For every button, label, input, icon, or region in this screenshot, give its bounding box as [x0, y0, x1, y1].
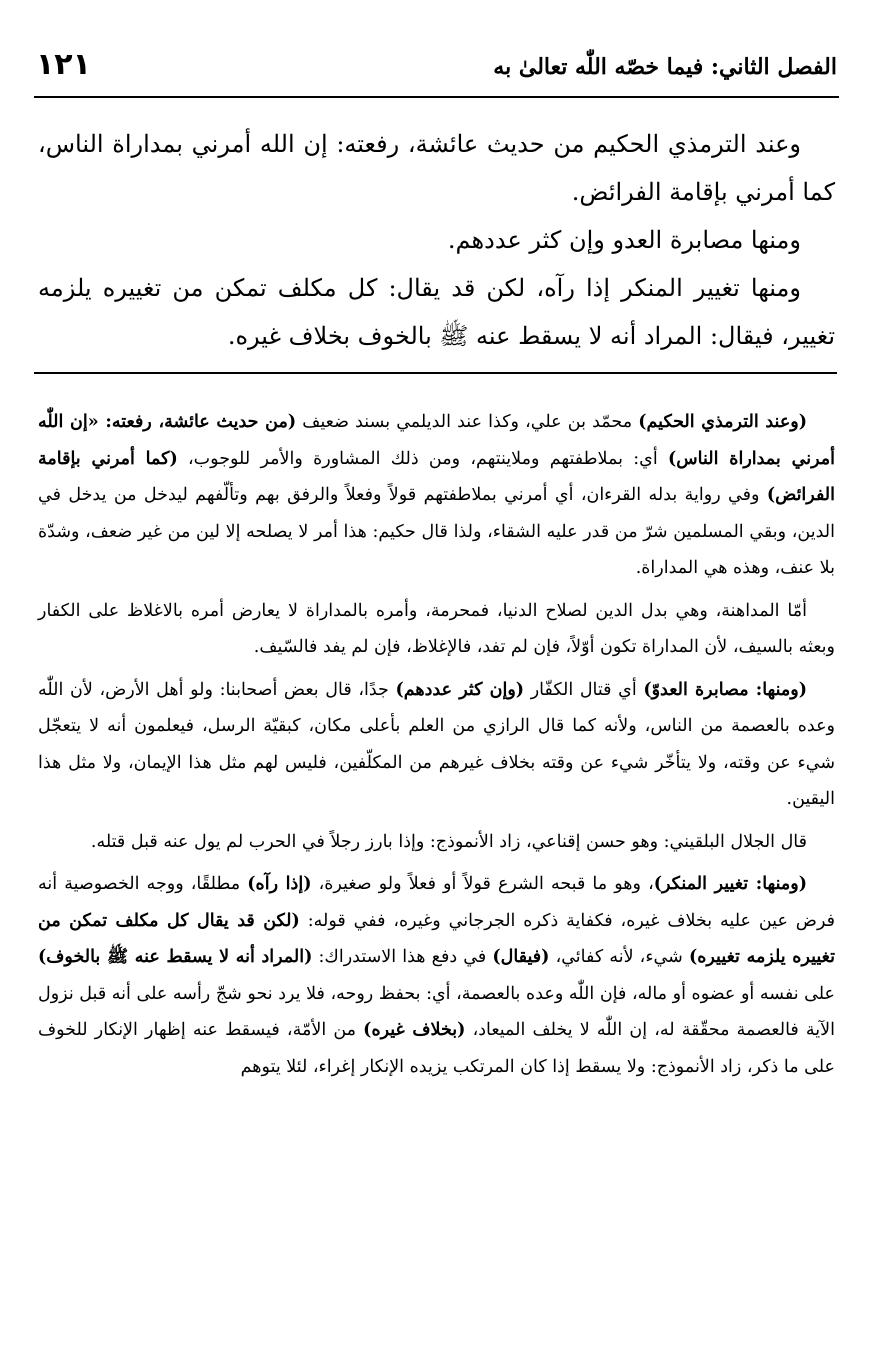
commentary-paragraph: أمّا المداهنة، وهي بدل الدين لصلاح الدنيا، فمحرمة، وأمره بالمداراة لا يعارض أمره بالاغلاظ على الكفار وبعثه بالسيف، لأن المداراة تكون أوّلاً، فإن لم تفد، فالإغلاظ، فإن لم يفد فالسّيف.: [38, 600, 835, 657]
commentary-paragraph: [38, 672, 835, 818]
main-text-paragraph: ومنها مصابرة العدو وإن كثر عددهم.: [447, 226, 801, 254]
quoted-text: (فيقال): [492, 947, 550, 967]
quoted-text: (من حديث عائشة، رفعته: «إن اللّٰه أمرني بمداراة الناس): [38, 412, 835, 469]
commentary-text: جدًا، قال بعض أصحابنا: ولو أهل الأرض، لأن اللّٰه وعده بالعصمة من الناس، ولأنه كما قال الرازي من العلم بأعلى مكان، كبقيّة الرسل، فيعلمون أنه لا يتعجّل شيء عن وقته، ولا يتأخّر شيء عن وقته بخلاف غيرهم من المكلّفين، فليس لهم مثل هذا الإيمان، ولا مثل هذا اليقين.: [38, 679, 835, 809]
commentary-text: على نفسه أو عضوه أو ماله، فإن اللّٰه وعده بالعصمة، أي: بحفظ روحه، فلا يرد نحو شجّ رأسه على أنه قبل نزول الآية فالعصمة محقّقة له، إن اللّٰه لا يخلف الميعاد،: [38, 983, 835, 1040]
quoted-text: (ومنها: تغيير المنكر): [653, 874, 807, 894]
commentary-text: من الأمّة، فيسقط عنه إظهار الإنكار للخوف على ما ذكر، زاد الأنموذج: ولا يسقط إذا كان المرتكب يزيده الإنكار إغراء، لئلا يتوهم: [38, 1020, 835, 1077]
main-text: [38, 120, 835, 360]
page-number: ١٢١: [36, 47, 91, 82]
quoted-text: (وإن كثر عددهم): [395, 679, 525, 700]
commentary-divider: [34, 372, 837, 374]
commentary-paragraph: [38, 404, 835, 587]
commentary: [38, 404, 835, 1091]
quoted-text: (إذا رآه): [247, 874, 312, 894]
commentary-text: ، وهو ما قبحه الشرع قولاً أو فعلاً ولو صغيرة،: [311, 874, 654, 894]
commentary-paragraph: [38, 866, 835, 1085]
commentary-text: أي: بملاطفتهم وملاينتهم، ومن ذلك المشاورة والأمر للوجوب،: [177, 448, 668, 469]
quoted-text: (لكن قد يقال كل مكلف تمكن من تغييره يلزمه تغييره): [38, 910, 835, 967]
page-header: [36, 46, 837, 92]
header-rule: [34, 96, 839, 98]
quoted-text: (المراد أنه لا يسقط عنه ﷺ بالخوف): [38, 947, 313, 967]
main-text-paragraph: ومنها تغيير المنكر إذا رآه، لكن قد يقال: كل مكلف تمكن من تغييره يلزمه تغيير، فيقال: المراد أنه لا يسقط عنه ﷺ بالخوف بخلاف غيره.: [38, 274, 835, 350]
quoted-text: (بخلاف غيره): [363, 1020, 466, 1040]
commentary-text: في دفع هذا الاستدراك:: [312, 947, 493, 967]
chapter-title: الفصل الثاني: فيما خصّه اللّٰه تعالىٰ به: [493, 54, 837, 80]
main-text-paragraph: وعند الترمذي الحكيم من حديث عائشة، رفعته: إن الله أمرني بمداراة الناس، كما أمرني بإقامة الفرائض.: [38, 130, 835, 206]
commentary-text: وفي رواية بدله القرءان، أي أمرني بملاطفتهم قولاً وفعلاً والرفق بهم وتألّفهم ليدخل من يدخل في الدين، وبقي المسلمين شرّ من قدر عليه الشقاء، ولذا قال حكيم: هذا أمر لا يصلحه إلا لين من غير ضعف، وشدّة بلا عنف، وهذه هي المداراة.: [38, 485, 835, 578]
quoted-text: (وعند الترمذي الحكيم): [638, 412, 807, 432]
commentary-text: أي قتال الكفّار: [524, 679, 644, 700]
commentary-text: شيء، لأنه كفائي،: [549, 947, 689, 967]
commentary-paragraph: قال الجلال البلقيني: وهو حسن إقناعي، زاد الأنموذج: وإذا بارز رجلاً في الحرب لم يول عنه قبل قتله.: [90, 831, 807, 852]
quoted-text: (ومنها: مصابرة العدوّ): [643, 679, 807, 700]
commentary-text: مطلقًا، ووجه الخصوصية أنه فرض عين عليه بخلاف غيره، فكفاية ذكره الجرجاني وغيره، ففي قوله:: [38, 874, 835, 931]
commentary-text: محمّد بن علي، وكذا عند الديلمي بسند ضعيف: [296, 412, 639, 432]
quoted-text: (كما أمرني بإقامة الفرائض): [38, 448, 835, 505]
